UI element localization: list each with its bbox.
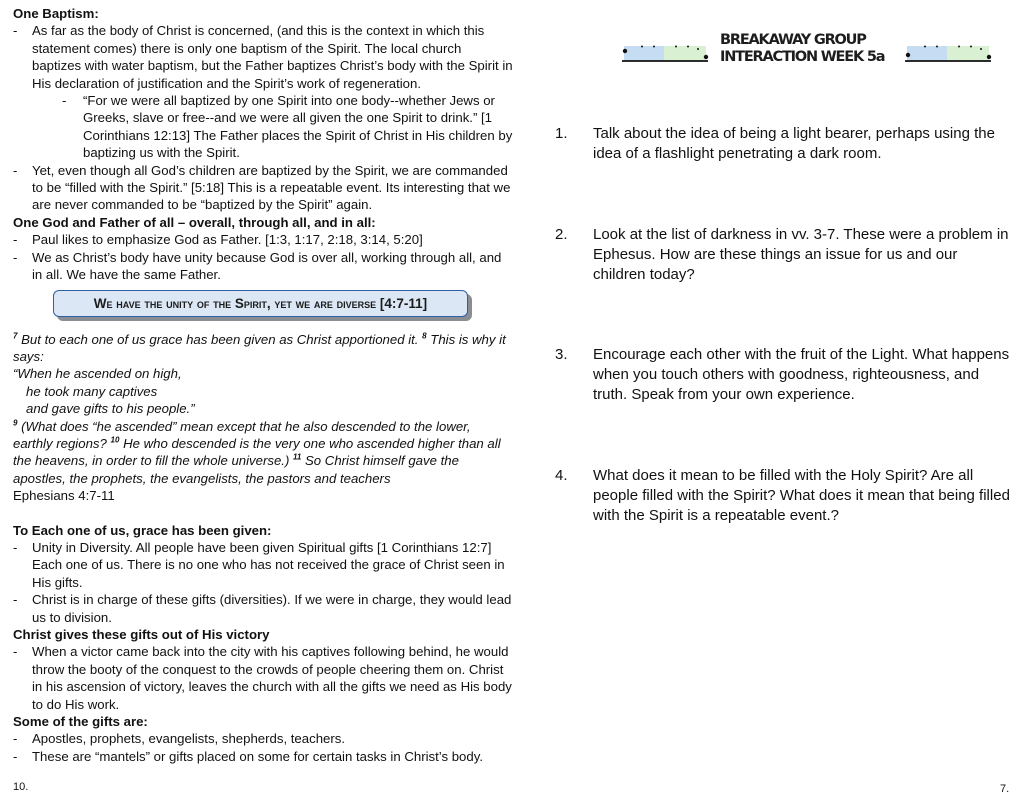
bullet-dash: - xyxy=(13,232,18,248)
poem-line: “When he ascended on high, xyxy=(13,366,182,382)
header-title-line2: INTERACTION WEEK 5a xyxy=(720,49,885,65)
page-number-right: 7. xyxy=(1000,783,1010,795)
list-item xyxy=(13,539,513,591)
question-text: Look at the list of darkness in vv. 3-7. These were a problem in Ephesus. How are these things an issue for us and our children today? xyxy=(593,226,1009,283)
bullet-dash: - xyxy=(62,93,67,109)
bullet-dash: - xyxy=(13,249,18,265)
verse-number: 7 xyxy=(13,331,18,341)
list-item-text: Unity in Diversity. All people have been given Spiritual gifts [1 Corinthians 12:7] Each one of us. There is no one who has not received the grace of Christ seen in His gifts. xyxy=(32,539,505,590)
question-number: 3. xyxy=(555,346,568,363)
bullet-dash: - xyxy=(13,162,18,178)
question-number: 2. xyxy=(555,226,568,243)
verse-text: So Christ himself gave the apostles, the prophets, the evangelists, the pastors and teachers xyxy=(13,453,459,486)
verse-text: This is why it says: xyxy=(13,331,506,364)
list-item xyxy=(13,162,513,214)
list-item xyxy=(13,643,513,713)
scripture-reference: Ephesians 4:7-11 xyxy=(13,488,115,504)
section-heading-grace: To Each one of us, grace has been given: xyxy=(13,522,272,538)
section-heading-one-baptism: One Baptism: xyxy=(13,6,99,21)
verse-number: 8 xyxy=(422,331,427,341)
list-item-text: These are “mantels” or gifts placed on some for certain tasks in Christ’s body. xyxy=(32,748,484,764)
bullet-dash: - xyxy=(13,731,18,747)
question-number: 4. xyxy=(555,467,568,484)
section-banner xyxy=(53,290,468,317)
list-item xyxy=(13,748,513,765)
breakaway-header xyxy=(620,32,1000,72)
verse-text: He who descended is the very one who ascended higher than all the heavens, in order to fill the whole universe.) xyxy=(13,435,501,469)
verse-text: But to each one of us grace has been given as Christ apportioned it. xyxy=(17,331,423,347)
bullet-dash: - xyxy=(13,748,18,764)
list-item-text: As far as the body of Christ is concerned, (and this is the context in which this statement comes) there is only one baptism of the Spirit. The local church baptizes with water baptism, but the Father baptizes Christ’s body with the Spirit in His declaration of justification and the Spirit’s work of regeneration. xyxy=(32,23,513,91)
list-item xyxy=(13,730,513,747)
scripture-passage xyxy=(13,331,513,488)
page-number-left: 10. xyxy=(13,781,29,793)
bullet-dash: - xyxy=(13,592,18,608)
bullet-dash: - xyxy=(13,23,18,39)
list-item-text: Christ is in charge of these gifts (diversities). If we were in charge, they would lead us to division. xyxy=(32,592,512,625)
list-item-text: We as Christ’s body have unity because God is over all, working through all, and in all. We have the same Father. xyxy=(32,249,502,283)
question-text: Talk about the idea of being a light bearer, perhaps using the idea of a flashlight penetrating a dark room. xyxy=(593,125,995,162)
header-title-line1: BREAKAWAY GROUP xyxy=(720,32,866,48)
list-item-text: “For we were all baptized by one Spirit into one body--whether Jews or Greeks, slave or free--and we were all given the one Spirit to drink.” [1 Corinthians 12:13] The Father places the Spirit of Christ in His children by baptizing us with the Spirit. xyxy=(83,93,513,161)
list-item xyxy=(13,591,513,626)
banner-title: We have the unity of the Spirit, yet we are diverse [4:7-11] xyxy=(53,290,468,317)
bullet-dash: - xyxy=(13,539,18,555)
list-item-text: Paul likes to emphasize God as Father. [1:3, 1:17, 2:18, 3:14, 5:20] xyxy=(32,232,423,248)
list-item xyxy=(13,22,513,92)
question-text: What does it mean to be filled with the Holy Spirit? Are all people filled with the Spirit? What does it mean that being filled with the Spirit is a repeatable event.? xyxy=(593,467,1010,524)
section-heading-gifts: Some of the gifts are: xyxy=(13,714,148,730)
verse-number: 11 xyxy=(293,452,302,462)
decorative-dots-icon xyxy=(903,45,993,65)
verse-text: (What does “he ascended” mean except that he also descended to the lower, earthly regions? xyxy=(13,418,471,451)
poem-line: he took many captives xyxy=(26,383,158,399)
header-title xyxy=(720,32,884,66)
list-item-text: Apostles, prophets, evangelists, shepherds, teachers. xyxy=(32,731,346,747)
left-column xyxy=(13,5,513,765)
question-text: Encourage each other with the fruit of the Light. What happens when you touch others with goodness, righteousness, and truth. Speak from your own experience. xyxy=(593,346,1010,403)
decorative-dots-icon xyxy=(620,45,710,65)
list-item-text: When a victor came back into the city with his captives following behind, he would throw the booty of the conquest to the crowds of people cheering them on. Christ in his ascension of victory, leaves the church with all the gifts we need as His body to do His work. xyxy=(32,644,512,712)
list-item xyxy=(13,231,513,248)
verse-number: 9 xyxy=(13,418,18,428)
list-item-text: Yet, even though all God’s children are baptized by the Spirit, we are commanded to be “filled with the Spirit.” [5:18] This is a repeatable event. Its interesting that we are never commanded to be “baptized by the Spirit” again. xyxy=(32,162,511,213)
section-heading-victory: Christ gives these gifts out of His victory xyxy=(13,627,270,642)
question-number: 1. xyxy=(555,125,568,142)
poem-line: and gave gifts to his people.” xyxy=(26,401,195,417)
bullet-dash: - xyxy=(13,644,18,660)
verse-number: 10 xyxy=(110,435,120,445)
section-heading-one-god: One God and Father of all – overall, through all, and in all: xyxy=(13,214,376,230)
sub-list-item xyxy=(13,92,513,162)
list-item xyxy=(13,249,513,284)
